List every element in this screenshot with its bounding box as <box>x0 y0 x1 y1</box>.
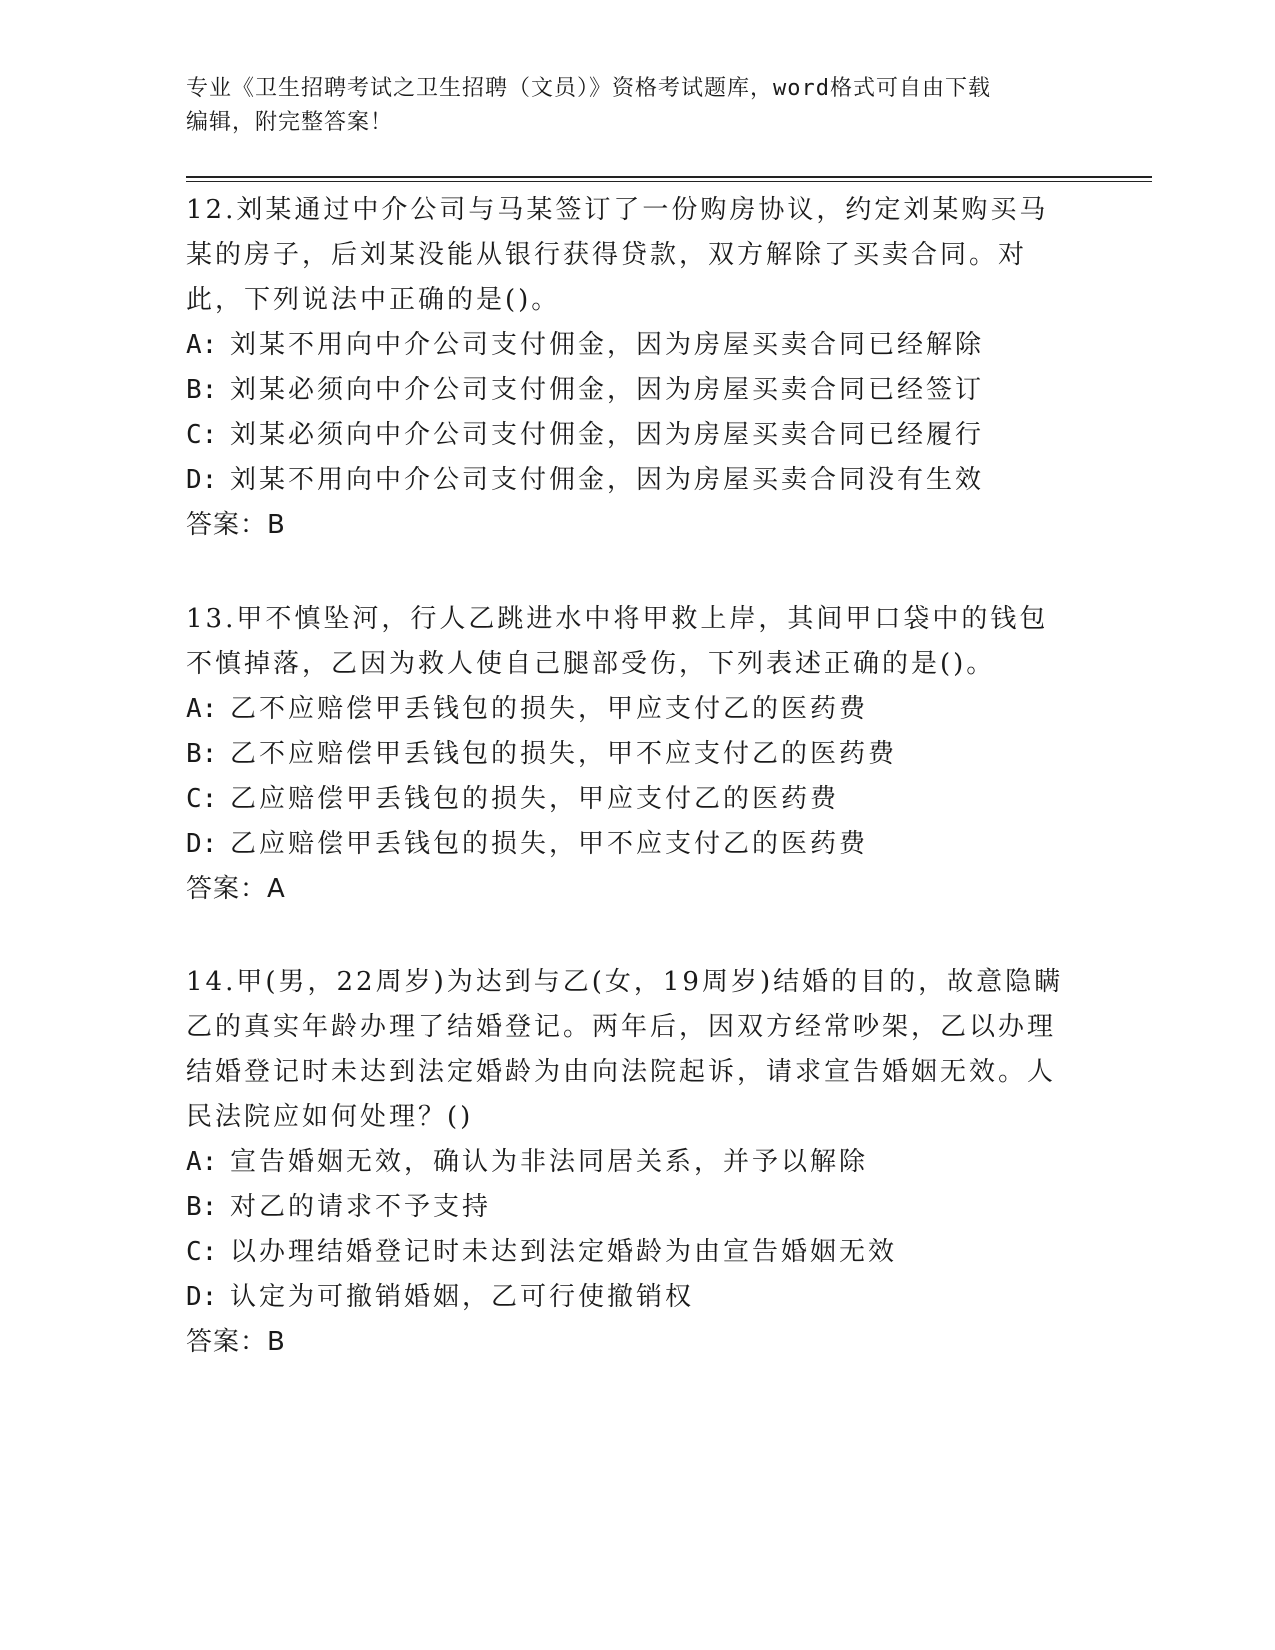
option-text: 乙不应赔偿甲丢钱包的损失，甲应支付乙的医药费 <box>230 694 869 724</box>
header-divider-thick <box>186 176 1152 178</box>
option-d <box>186 1275 1066 1320</box>
option-text: 乙应赔偿甲丢钱包的损失，甲不应支付乙的医药费 <box>230 829 869 859</box>
option-c <box>186 777 1066 822</box>
option-text: 乙不应赔偿甲丢钱包的损失，甲不应支付乙的医药费 <box>230 739 898 769</box>
question-stem: 13.甲不慎坠河，行人乙跳进水中将甲救上岸，其间甲口袋中的钱包不慎掉落，乙因为救人使自己腿部受伤，下列表述正确的是()。 <box>186 604 1049 679</box>
option-letter: A: <box>186 1147 218 1177</box>
option-letter: C: <box>186 420 218 450</box>
option-letter: B: <box>186 1192 218 1222</box>
question-stem: 12.刘某通过中介公司与马某签订了一份购房协议，约定刘某购买马某的房子，后刘某没能从银行获得贷款，双方解除了买卖合同。对此，下列说法中正确的是()。 <box>186 195 1049 315</box>
option-text: 刘某必须向中介公司支付佣金，因为房屋买卖合同已经签订 <box>230 375 985 405</box>
option-letter: D: <box>186 465 218 495</box>
answer-line: 答案：A <box>186 874 286 904</box>
option-c <box>186 413 1066 458</box>
answer-line: 答案：B <box>186 510 286 540</box>
document-header <box>186 72 1066 140</box>
option-letter: A: <box>186 694 218 724</box>
option-text: 对乙的请求不予支持 <box>230 1192 492 1222</box>
option-letter: C: <box>186 784 218 814</box>
option-text: 认定为可撤销婚姻，乙可行使撤销权 <box>230 1282 695 1312</box>
option-a <box>186 323 1066 368</box>
option-letter: C: <box>186 1237 218 1267</box>
option-text: 乙应赔偿甲丢钱包的损失，甲应支付乙的医药费 <box>230 784 840 814</box>
header-divider-thin <box>186 181 1152 182</box>
option-letter: A: <box>186 330 218 360</box>
option-text: 宣告婚姻无效，确认为非法同居关系，并予以解除 <box>230 1147 869 1177</box>
header-line-1: 专业《卫生招聘考试之卫生招聘（文员）》资格考试题库，word格式可自由下载 <box>186 76 991 101</box>
option-a <box>186 1140 1066 1185</box>
option-b <box>186 732 1066 777</box>
option-c <box>186 1230 1066 1275</box>
option-text: 以办理结婚登记时未达到法定婚龄为由宣告婚姻无效 <box>230 1237 898 1267</box>
question-14 <box>186 960 1066 1365</box>
question-13 <box>186 597 1066 912</box>
answer-line: 答案：B <box>186 1327 286 1357</box>
option-letter: B: <box>186 375 218 405</box>
option-b <box>186 1185 1066 1230</box>
option-d <box>186 822 1066 867</box>
option-letter: B: <box>186 739 218 769</box>
question-stem: 14.甲(男，22周岁)为达到与乙(女，19周岁)结婚的目的，故意隐瞒乙的真实年龄办理了结婚登记。两年后，因双方经常吵架，乙以办理结婚登记时未达到法定婚龄为由向法院起诉，请求宣告婚姻无效。人民法院应如何处理？() <box>186 967 1064 1132</box>
question-12 <box>186 188 1066 548</box>
option-a <box>186 687 1066 732</box>
option-d <box>186 458 1066 503</box>
header-line-2: 编辑，附完整答案！ <box>186 110 394 135</box>
option-b <box>186 368 1066 413</box>
option-text: 刘某不用向中介公司支付佣金，因为房屋买卖合同没有生效 <box>230 465 985 495</box>
option-letter: D: <box>186 1282 218 1312</box>
option-letter: D: <box>186 829 218 859</box>
option-text: 刘某不用向中介公司支付佣金，因为房屋买卖合同已经解除 <box>230 330 985 360</box>
option-text: 刘某必须向中介公司支付佣金，因为房屋买卖合同已经履行 <box>230 420 985 450</box>
